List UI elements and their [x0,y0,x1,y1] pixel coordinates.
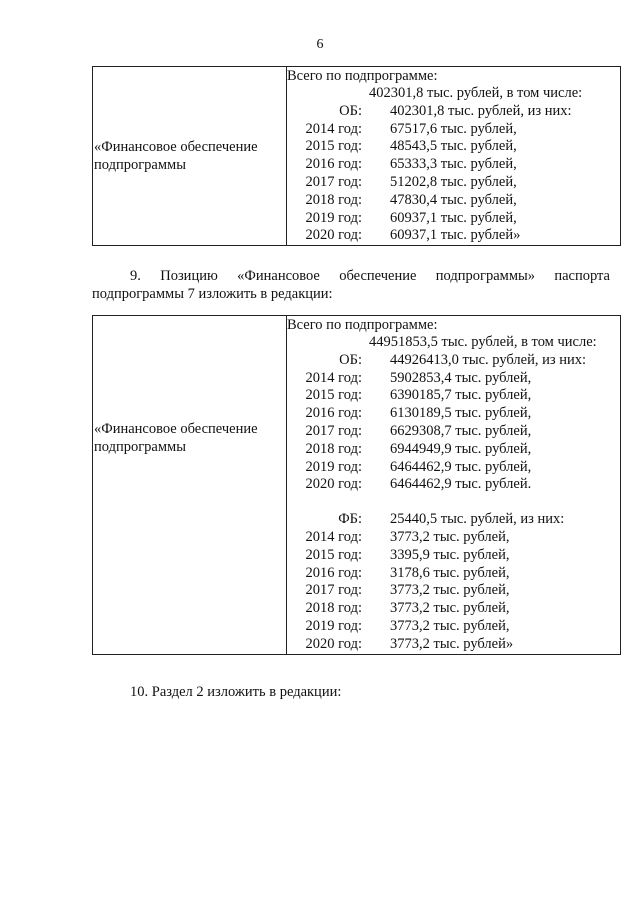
financing-values-cell [287,316,621,655]
row-value: 3773,2 тыс. рублей, [390,600,510,617]
row-label: 2017 год: [305,582,362,599]
row-label: ОБ: [339,102,362,119]
row-label: 2016 год: [305,405,362,422]
table-row [287,370,620,388]
financing-table-1 [92,66,621,246]
financing-label-cell [93,316,287,655]
table-row [287,618,620,636]
row-label: 2014 год: [305,528,362,545]
row-value: 6464462,9 тыс. рублей. [390,476,532,493]
row-value: 51202,8 тыс. рублей, [390,173,517,190]
paragraph-10: 10. Раздел 2 изложить в редакции: [130,684,342,700]
table-row [287,352,620,370]
table-row [287,192,620,210]
row-label: ОБ: [339,351,362,368]
table-row [287,387,620,405]
row-value: 25440,5 тыс. рублей, из них: [390,511,565,528]
table-row [287,423,620,441]
table-row [287,227,620,245]
row-value: 402301,8 тыс. рублей, из них: [390,102,572,119]
table-row [287,600,620,618]
table-row [287,156,620,174]
total-label: Всего по подпрограмме: [287,317,438,333]
row-label: 2020 год: [305,476,362,493]
total-value: 402301,8 тыс. рублей, в том числе: [369,85,583,101]
table-row [287,405,620,423]
row-value: 6390185,7 тыс. рублей, [390,387,532,404]
row-value: 3773,2 тыс. рублей, [390,582,510,599]
table-row [287,476,620,494]
table-row [287,174,620,192]
row-label: 2019 год: [305,209,362,226]
row-value: 3178,6 тыс. рублей, [390,564,510,581]
total-value: 44951853,5 тыс. рублей, в том числе: [369,334,597,350]
table-row [287,138,620,156]
row-label: 2019 год: [305,458,362,475]
financing-label-cell [93,67,287,246]
row-value: 67517,6 тыс. рублей, [390,120,517,137]
total-row [287,85,620,103]
spacer [287,494,620,511]
row-label: 2014 год: [305,369,362,386]
row-value: 6629308,7 тыс. рублей, [390,422,532,439]
row-value: 3395,9 тыс. рублей, [390,546,510,563]
row-label: 2019 год: [305,617,362,634]
table-row [287,565,620,583]
row-value: 48543,5 тыс. рублей, [390,138,517,155]
row-value: 3773,2 тыс. рублей» [390,635,514,652]
row-label: 2018 год: [305,191,362,208]
table-row [287,441,620,459]
financing-label: «Финансовое обеспечение подпрограммы [94,421,258,455]
row-label: ФБ: [338,511,362,528]
row-value: 65333,3 тыс. рублей, [390,156,517,173]
financing-table-2 [92,315,621,655]
row-value: 6464462,9 тыс. рублей, [390,458,532,475]
total-label: Всего по подпрограмме: [287,68,438,84]
row-label: 2020 год: [305,635,362,652]
table-row [287,547,620,565]
row-label: 2017 год: [305,422,362,439]
financing-values-cell [287,67,621,246]
row-label: 2016 год: [305,564,362,581]
row-label: 2014 год: [305,120,362,137]
paragraph-9: 9. Позицию «Финансовое обеспечение подпрограммы» паспорта подпрограммы 7 изложить в редакции: [92,268,610,302]
row-label: 2018 год: [305,440,362,457]
row-value: 44926413,0 тыс. рублей, из них: [390,351,586,368]
table-row [287,636,620,654]
table-row [287,121,620,139]
row-value: 3773,2 тыс. рублей, [390,528,510,545]
row-label: 2015 год: [305,387,362,404]
table-row [287,210,620,228]
row-label: 2018 год: [305,600,362,617]
row-value: 6944949,9 тыс. рублей, [390,440,532,457]
financing-label: «Финансовое обеспечение подпрограммы [94,139,258,173]
table-row [287,529,620,547]
table-row [287,103,620,121]
row-label: 2016 год: [305,156,362,173]
table-row [287,582,620,600]
row-value: 3773,2 тыс. рублей, [390,617,510,634]
row-value: 60937,1 тыс. рублей» [390,227,521,244]
total-row [287,334,620,352]
row-label: 2015 год: [305,138,362,155]
row-label: 2015 год: [305,546,362,563]
page-number: 6 [316,37,324,52]
table-row [287,459,620,477]
row-value: 47830,4 тыс. рублей, [390,191,517,208]
row-value: 60937,1 тыс. рублей, [390,209,517,226]
row-value: 5902853,4 тыс. рублей, [390,369,532,386]
row-label: 2020 год: [305,227,362,244]
table-row [287,511,620,529]
row-label: 2017 год: [305,173,362,190]
row-value: 6130189,5 тыс. рублей, [390,405,532,422]
